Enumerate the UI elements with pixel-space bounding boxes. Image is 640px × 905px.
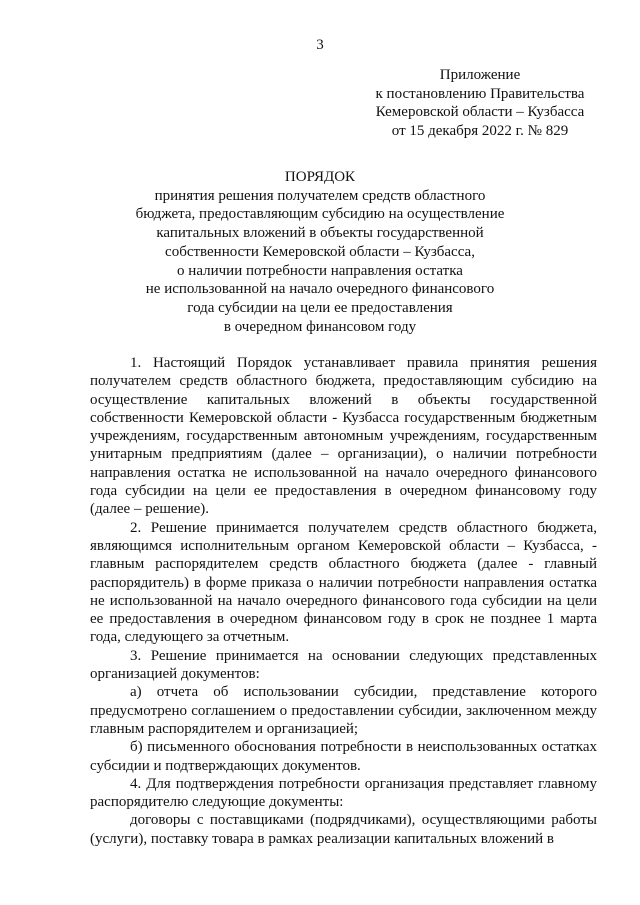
title-line: принятия решения получателем средств областного: [154, 187, 486, 204]
title-line: в очередном финансовом году: [223, 318, 417, 335]
title-heading: ПОРЯДОК: [284, 169, 356, 185]
paragraph-4: 4. Для подтверждения потребности организация представляет главному распорядителю следующие документы:: [90, 775, 597, 811]
title-line: капитальных вложений в объекты государственной: [156, 225, 484, 242]
title-line: о наличии потребности направления остатка: [177, 262, 463, 279]
title-line: бюджета, предоставляющим субсидию на осуществление: [135, 206, 505, 223]
document-body: [90, 354, 597, 848]
appendix-header: [360, 66, 600, 140]
paragraph-1: 1. Настоящий Порядок устанавливает правила принятия решения получателем средств областного бюджета, предоставляющим субсидию на осуществление капитальных вложений в объекты государственной собственности Кемеровской области - Кузбасса государственным бюджетным учреждениям, государственным автономным учреждениям, государственным унитарным предприятиям (далее – организации), о наличии потребности направления остатка не использованной на начало очередного финансового года субсидии на цели ее предоставления в очередном финансовому году (далее – решение).: [90, 355, 597, 518]
paragraph-3: 3. Решение принимается на основании следующих представленных организацией документов:: [90, 647, 597, 683]
document-title: [0, 168, 640, 336]
title-line: собственности Кемеровской области – Кузбасса,: [165, 243, 475, 260]
appendix-line: Приложение: [439, 67, 521, 83]
title-line: года субсидии на цели ее предоставления: [187, 299, 453, 316]
title-line: не использованной на начало очередного финансового: [145, 281, 495, 298]
appendix-line: Кемеровской области – Кузбасса: [375, 104, 585, 121]
paragraph-3b: б) письменного обоснования потребности в неиспользованных остатках субсидии и подтверждающих документов.: [90, 739, 597, 774]
appendix-line: от 15 декабря 2022 г. № 829: [391, 122, 569, 139]
page-number: 3: [316, 37, 324, 53]
paragraph-4-list-item: договоры с поставщиками (подрядчиками), осуществляющими работы (услуги), поставку товара в рамках реализации капитальных вложений в: [90, 812, 597, 847]
paragraph-3a: а) отчета об использовании субсидии, представление которого предусмотрено соглашением о предоставлении субсидии, заключенном между главным распорядителем и организацией;: [90, 684, 597, 737]
appendix-line: к постановлению Правительства: [375, 85, 585, 102]
paragraph-2: 2. Решение принимается получателем средств областного бюджета, являющимся исполнительным органом Кемеровской области – Кузбасса, - главным распорядителем средств областного бюджета (далее - главный распорядитель) в форме приказа о наличии потребности направления остатка не использованной на начало очередного финансового года субсидии на цели ее предоставления в очередном финансовом году в срок не позднее 1 марта года, следующего за отчетным.: [90, 519, 597, 646]
